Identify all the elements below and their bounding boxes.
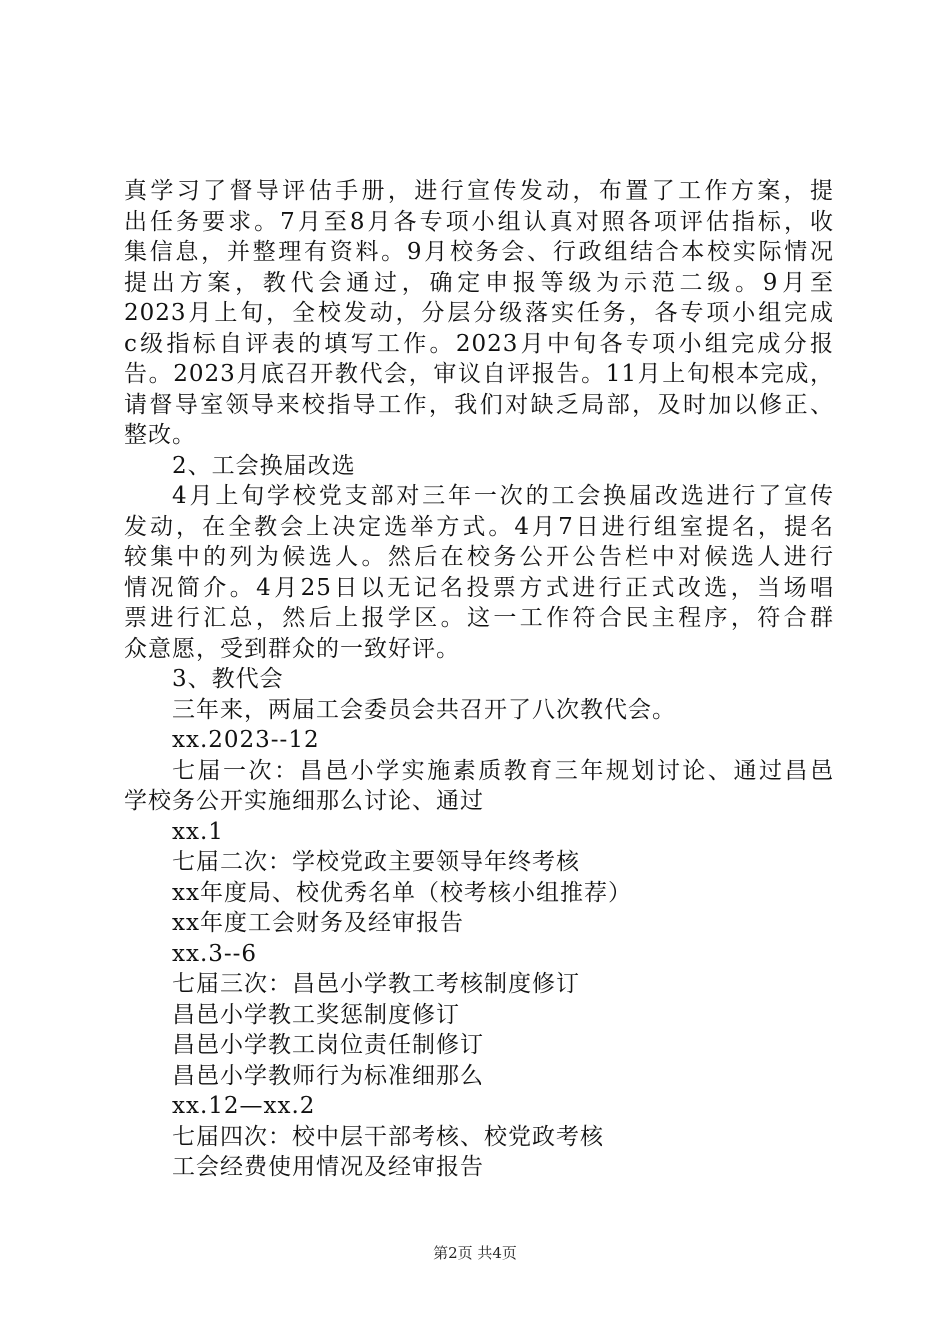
paragraph-line: 出任务要求。7月至8月各专项小组认真对照各项评估指标，收 [124,208,834,235]
paragraph-line: 整改。 [124,422,196,448]
meeting-item: 昌邑小学教工岗位责任制修订 [172,1032,484,1058]
date-line: xx.12—xx.2 [172,1093,316,1119]
section-heading: 2、工会换届改选 [172,452,356,479]
date-line: xx.3--6 [172,940,258,967]
meeting-item: 学校务公开实施细那么讨论、通过 [124,788,484,814]
paragraph-line: 情况简介。4月25日以无记名投票方式进行正式改选，当场唱 [124,574,834,601]
paragraph-line: 较集中的列为候选人。然后在校务公开公告栏中对候选人进行 [124,544,834,570]
document-body [124,176,834,1183]
meeting-item: 七届三次：昌邑小学教工考核制度修订 [172,971,580,997]
meeting-item: 昌邑小学教工奖惩制度修订 [172,1001,460,1028]
meeting-item: 七届四次：校中层干部考核、校党政考核 [172,1123,604,1150]
paragraph-line: 众意愿，受到群众的一致好评。 [124,635,460,662]
date-line: xx.1 [172,818,224,845]
paragraph-line: c级指标自评表的填写工作。2023月中旬各专项小组完成分报 [124,330,834,357]
paragraph-line: 票进行汇总，然后上报学区。这一工作符合民主程序，符合群 [124,605,834,631]
paragraph-line: 真学习了督导评估手册，进行宣传发动，布置了工作方案，提 [124,178,834,204]
page-footer: 第2页 共4页 [433,1244,517,1262]
paragraph-line: 告。2023月底召开教代会，审议自评报告。11月上旬根本完成， [124,361,834,387]
section-heading: 3、教代会 [172,666,284,692]
paragraph-line: 三年来，两届工会委员会共召开了八次教代会。 [172,696,676,723]
paragraph-line: 2023月上旬，全校发动，分层分级落实任务，各专项小组完成 [124,300,834,326]
paragraph-line: 提出方案，教代会通过，确定申报等级为示范二级。9月至 [124,269,834,296]
paragraph-line: 发动，在全教会上决定选举方式。4月7日进行组室提名，提名 [124,513,834,540]
meeting-item: xx年度工会财务及经审报告 [172,910,464,936]
meeting-item: 七届二次：学校党政主要领导年终考核 [172,849,580,875]
meeting-item: xx年度局、校优秀名单（校考核小组推荐） [172,879,632,906]
paragraph-line: 4月上旬学校党支部对三年一次的工会换届改选进行了宣传 [172,483,834,509]
date-line: xx.2023--12 [172,727,320,753]
paragraph-line: 集信息，并整理有资料。9月校务会、行政组结合本校实际情况 [124,239,834,265]
meeting-item: 七届一次：昌邑小学实施素质教育三年规划讨论、通过昌邑 [172,757,834,784]
paragraph-line: 请督导室领导来校指导工作，我们对缺乏局部，及时加以修正、 [124,391,834,418]
meeting-item: 工会经费使用情况及经审报告 [172,1154,484,1180]
meeting-item: 昌邑小学教师行为标准细那么 [172,1062,484,1089]
